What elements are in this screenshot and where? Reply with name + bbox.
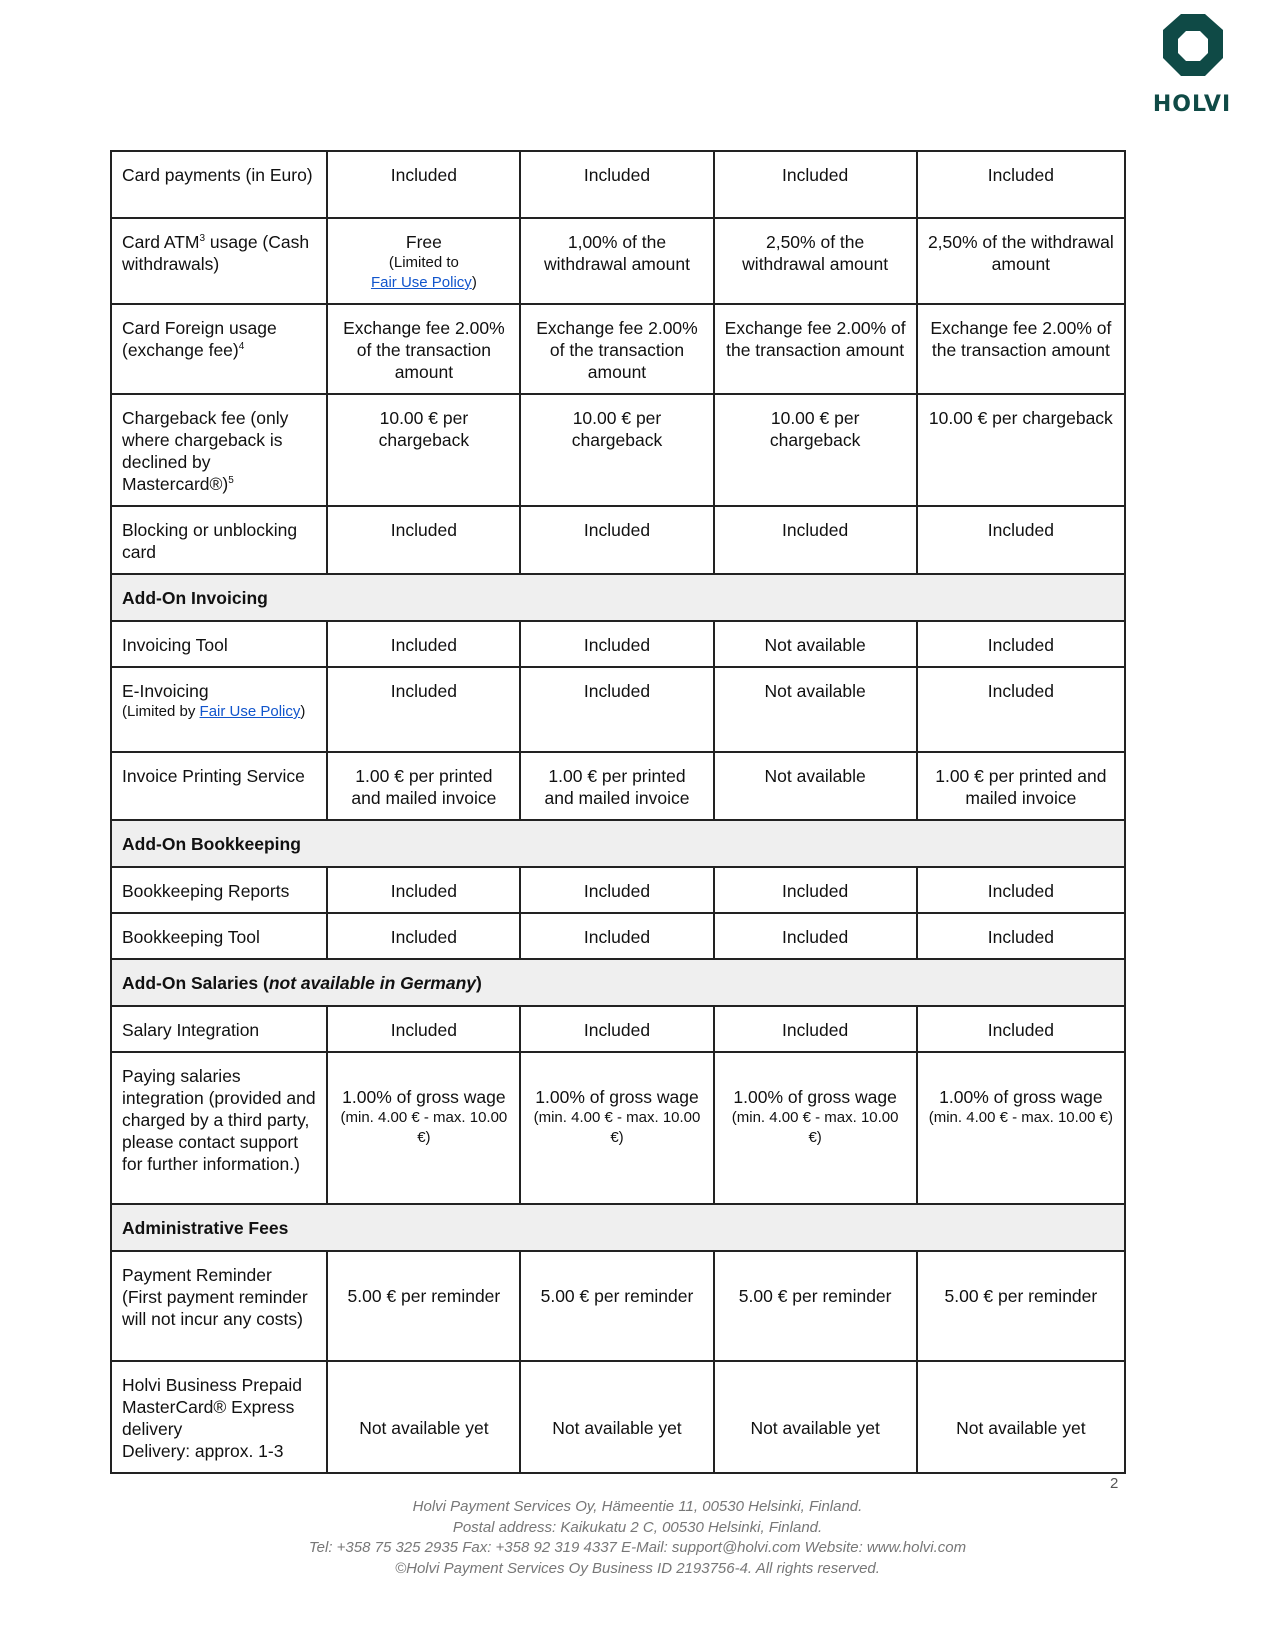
table-cell: Included (327, 867, 520, 913)
row-label: Paying salaries integration (provided and charged by a third party, please contact support for further information.) (111, 1052, 327, 1204)
table-cell: Included (327, 621, 520, 667)
row-label: Chargeback fee (only where chargeback is declined by Mastercard®)$^5$ (111, 394, 327, 506)
table-cell: 10.00 € per chargeback (327, 394, 520, 506)
table-cell: Included (520, 506, 713, 574)
section-row (111, 574, 1125, 621)
table-row (111, 867, 1125, 913)
table-cell: Included (520, 913, 713, 959)
section-heading: Add-On Bookkeeping (111, 820, 1125, 867)
footer-contact: Tel: +358 75 325 2935 Fax: +358 92 319 4337 E-Mail: support@holvi.com Website: www.holvi.com (308, 1539, 967, 1556)
row-label: Payment Reminder (First payment reminder will not incur any costs) (111, 1251, 327, 1361)
page-number: 2 (1110, 1475, 1119, 1492)
row-label: Card payments (in Euro) (111, 151, 327, 218)
table-row (111, 218, 1125, 304)
section-row (111, 959, 1125, 1006)
table-cell: Included (327, 913, 520, 959)
holvi-logo-icon (1159, 12, 1227, 80)
table-cell: 1.00 € per printed and mailed invoice (917, 752, 1125, 820)
table-row (111, 1006, 1125, 1052)
table-cell: Included (327, 667, 520, 752)
table-cell: 5.00 € per reminder (520, 1251, 713, 1361)
page-footer (0, 1497, 1275, 1579)
holvi-logo-text: HOLVI (1152, 92, 1232, 117)
table-cell: 10.00 € per chargeback (917, 394, 1125, 506)
table-cell: 5.00 € per reminder (917, 1251, 1125, 1361)
table-row (111, 394, 1125, 506)
footer-address: Holvi Payment Services Oy, Hämeentie 11, 00530 Helsinki, Finland. (412, 1498, 863, 1515)
fees-table (110, 150, 1126, 1474)
table-cell: 1.00% of gross wage (min. 4.00 € - max. 10.00 €) (520, 1052, 713, 1204)
table-cell: Included (714, 913, 917, 959)
row-label: Card ATM$^3$ usage (Cash withdrawals) (111, 218, 327, 304)
table-row (111, 1052, 1125, 1204)
row-label: Card Foreign usage (exchange fee)$^4$ (111, 304, 327, 394)
fair-use-policy-link[interactable]: Fair Use Policy (370, 274, 472, 291)
table-cell: 1.00% of gross wage (min. 4.00 € - max. 10.00 €) (714, 1052, 917, 1204)
table-row (111, 304, 1125, 394)
table-cell: Exchange fee 2.00% of the transaction amount (917, 304, 1125, 394)
table-cell: Included (714, 867, 917, 913)
table-cell: Included (520, 1006, 713, 1052)
section-row (111, 1204, 1125, 1251)
holvi-logo (1142, 12, 1242, 80)
table-row (111, 667, 1125, 752)
table-cell: Included (917, 506, 1125, 574)
table-cell: Not available yet (520, 1361, 713, 1473)
table-cell: Not available yet (714, 1361, 917, 1473)
table-row (111, 1251, 1125, 1361)
table-cell: Included (520, 151, 713, 218)
table-cell: 2,50% of the withdrawal amount (714, 218, 917, 304)
row-label: Salary Integration (111, 1006, 327, 1052)
footer-postal-address: Postal address: Kaikukatu 2 C, 00530 Helsinki, Finland. (452, 1518, 823, 1536)
row-label: Invoice Printing Service (111, 752, 327, 820)
footer-copyright: ©Holvi Payment Services Oy Business ID 2193756-4. All rights reserved. (395, 1559, 880, 1577)
table-cell: 2,50% of the withdrawal amount (917, 218, 1125, 304)
table-cell: 5.00 € per reminder (714, 1251, 917, 1361)
table-cell: Included (520, 667, 713, 752)
row-label: Bookkeeping Tool (111, 913, 327, 959)
table-cell: Included (714, 506, 917, 574)
table-cell: Not available yet (327, 1361, 520, 1473)
section-heading: Add-On Invoicing (111, 574, 1125, 621)
row-label: Holvi Business Prepaid MasterCard® Express delivery Delivery: approx. 1-3 (111, 1361, 327, 1473)
row-label: Invoicing Tool (111, 621, 327, 667)
table-cell: 10.00 € per chargeback (714, 394, 917, 506)
section-row (111, 820, 1125, 867)
table-cell: 1.00% of gross wage (min. 4.00 € - max. 10.00 €) (917, 1052, 1125, 1204)
table-cell: Not available yet (917, 1361, 1125, 1473)
table-cell: Included (520, 867, 713, 913)
fair-use-policy-link[interactable]: Fair Use Policy (199, 703, 301, 720)
table-cell: 1.00% of gross wage (min. 4.00 € - max. 10.00 €) (327, 1052, 520, 1204)
table-cell: 1.00 € per printed and mailed invoice (520, 752, 713, 820)
table-cell: Included (917, 1006, 1125, 1052)
table-cell: 1,00% of the withdrawal amount (520, 218, 713, 304)
table-cell: Included (327, 151, 520, 218)
table-row (111, 151, 1125, 218)
table-cell: Included (520, 621, 713, 667)
table-cell: Included (917, 867, 1125, 913)
section-heading: Add-On Salaries (not available in Germany) (111, 959, 1125, 1006)
table-cell: Included (714, 151, 917, 218)
table-cell: Included (917, 151, 1125, 218)
table-cell: Not available (714, 752, 917, 820)
table-cell: Included (917, 913, 1125, 959)
table-cell: 1.00 € per printed and mailed invoice (327, 752, 520, 820)
table-cell: Exchange fee 2.00% of the transaction amount (520, 304, 713, 394)
table-cell: Included (327, 1006, 520, 1052)
table-cell: Included (327, 506, 520, 574)
table-row (111, 506, 1125, 574)
table-cell: Free (Limited to Fair Use Policy) (327, 218, 520, 304)
table-cell: 10.00 € per chargeback (520, 394, 713, 506)
row-label: Blocking or unblocking card (111, 506, 327, 574)
table-cell: Included (917, 667, 1125, 752)
row-label: E-Invoicing (Limited by Fair Use Policy) (111, 667, 327, 752)
table-row (111, 752, 1125, 820)
table-row (111, 913, 1125, 959)
section-heading: Administrative Fees (111, 1204, 1125, 1251)
row-label: Bookkeeping Reports (111, 867, 327, 913)
table-cell: Included (917, 621, 1125, 667)
table-cell: 5.00 € per reminder (327, 1251, 520, 1361)
table-row (111, 1361, 1125, 1473)
table-cell: Not available (714, 667, 917, 752)
table-row (111, 621, 1125, 667)
table-cell: Not available (714, 621, 917, 667)
table-cell: Exchange fee 2.00% of the transaction amount (327, 304, 520, 394)
table-cell: Included (714, 1006, 917, 1052)
table-cell: Exchange fee 2.00% of the transaction amount (714, 304, 917, 394)
